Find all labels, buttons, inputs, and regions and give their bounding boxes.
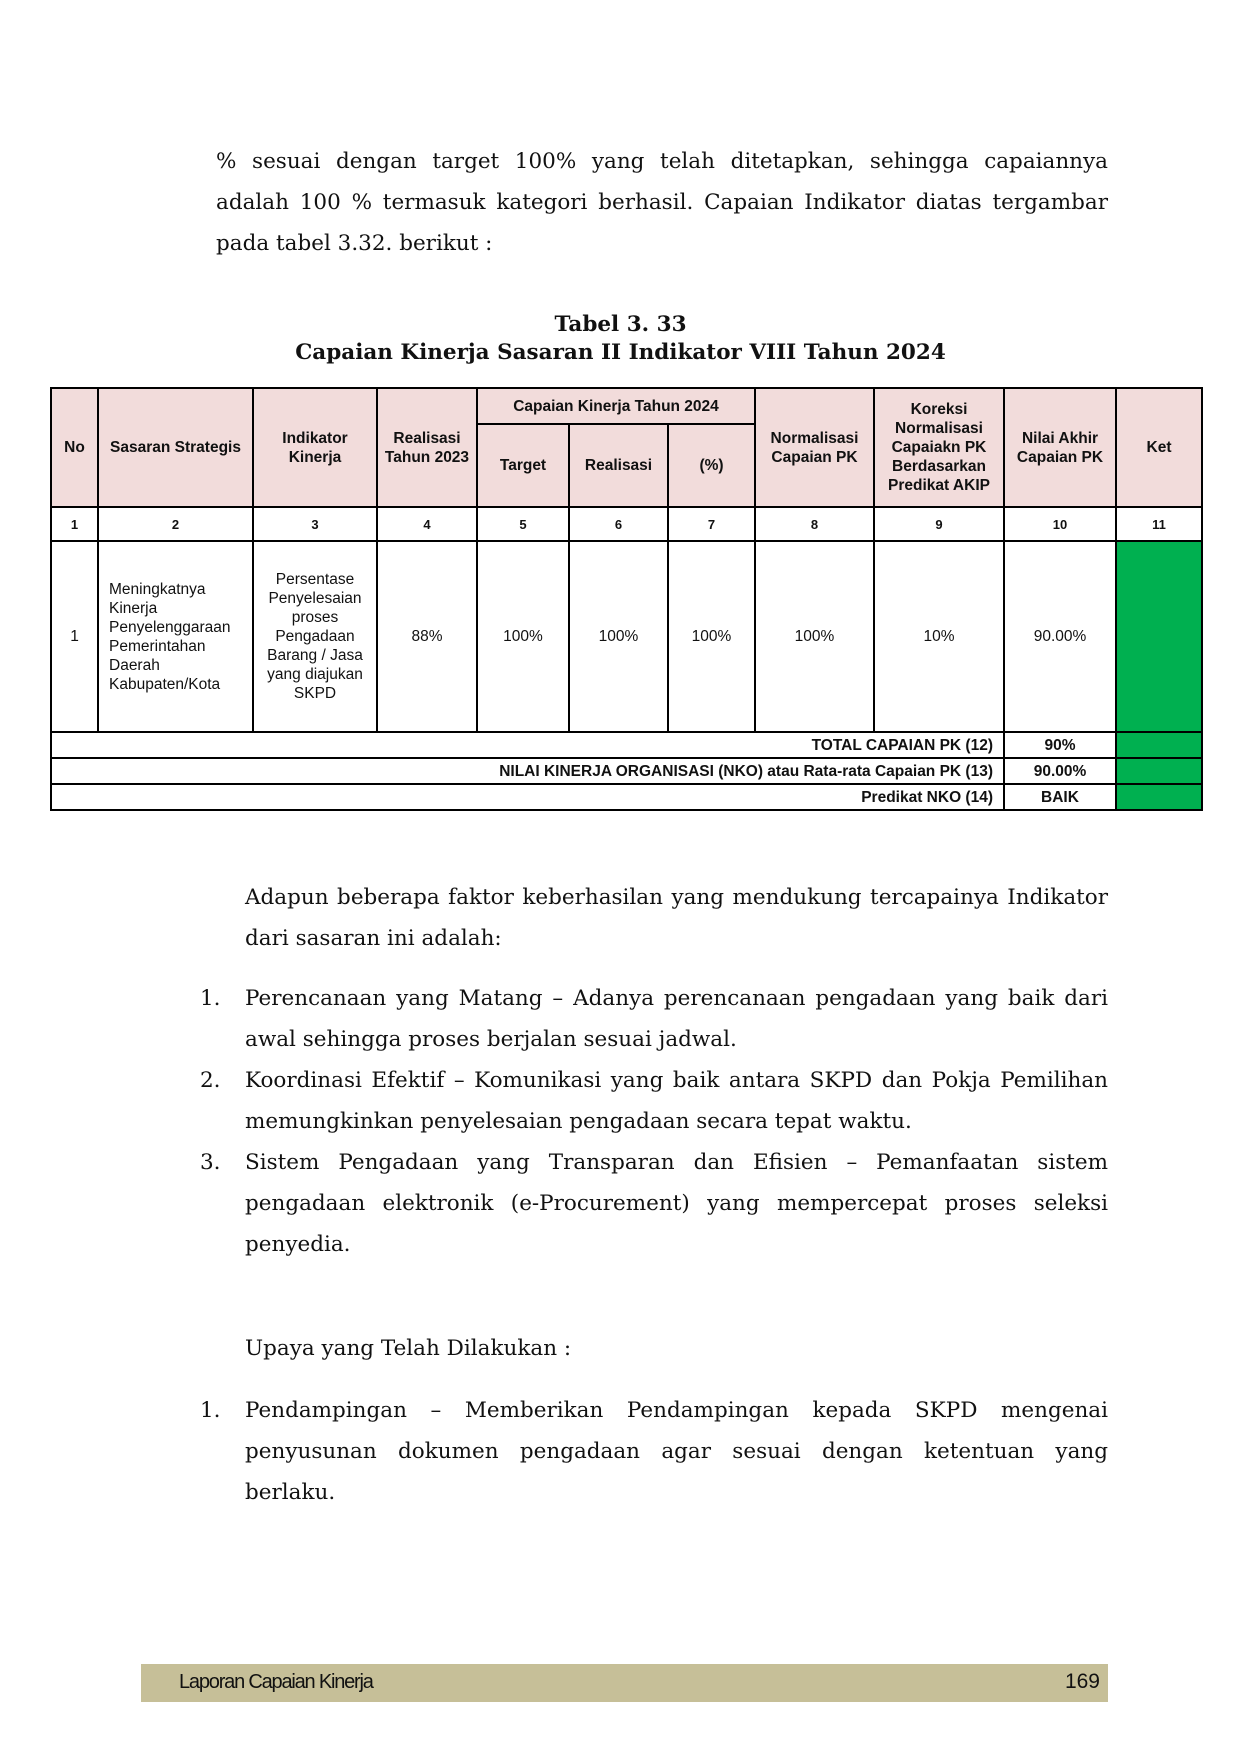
cell-ket-status xyxy=(1116,541,1202,732)
header-koreksi: Koreksi Normalisasi Capaiakn PK Berdasarkan Predikat AKIP xyxy=(874,388,1004,507)
header-nilai-akhir: Nilai Akhir Capaian PK xyxy=(1004,388,1116,507)
footer-bar xyxy=(141,1664,1108,1702)
cell-koreksi: 10% xyxy=(874,541,1004,732)
list-item xyxy=(200,1060,1108,1142)
predikat-value: BAIK xyxy=(1004,784,1116,810)
cell-nilai-akhir: 90.00% xyxy=(1004,541,1116,732)
cell-normalisasi: 100% xyxy=(755,541,874,732)
predikat-row xyxy=(51,784,1202,810)
table-caption-number: Tabel 3. 33 xyxy=(554,312,687,337)
column-number: 4 xyxy=(377,507,477,541)
header-indikator: Indikator Kinerja xyxy=(253,388,377,507)
list-item xyxy=(200,1390,1108,1513)
cell-no: 1 xyxy=(51,541,98,732)
factors-intro: Adapun beberapa faktor keberhasilan yang mendukung tercapainya Indikator dari sasaran ini adalah: xyxy=(245,885,1108,951)
upaya-list xyxy=(200,1390,1108,1513)
list-text: Koordinasi Efektif – Komunikasi yang baik antara SKPD dan Pokja Pemilihan memungkinkan penyelesaian pengadaan secara tepat waktu. xyxy=(245,1068,1108,1134)
table-caption-title: Capaian Kinerja Sasaran II Indikator VIII Tahun 2024 xyxy=(295,340,946,365)
footer-title: Laporan Capaian Kinerja xyxy=(179,1671,373,1693)
header-target: Target xyxy=(477,424,569,507)
list-text: Perencanaan yang Matang – Adanya perencanaan pengadaan yang baik dari awal sehingga proses berjalan sesuai jadwal. xyxy=(245,986,1108,1052)
column-number-row xyxy=(51,507,1202,541)
predikat-status xyxy=(1116,784,1202,810)
column-number: 10 xyxy=(1004,507,1116,541)
performance-table xyxy=(50,387,1203,811)
list-item xyxy=(200,1142,1108,1265)
list-number: 3. xyxy=(200,1150,221,1175)
upaya-title: Upaya yang Telah Dilakukan : xyxy=(245,1336,572,1361)
column-number: 1 xyxy=(51,507,98,541)
cell-indikator: Persentase Penyelesaian proses Pengadaan Barang / Jasa yang diajukan SKPD xyxy=(253,541,377,732)
header-capaian-group: Capaian Kinerja Tahun 2024 xyxy=(477,388,755,424)
intro-paragraph: % sesuai dengan target 100% yang telah ditetapkan, sehingga capaiannya adalah 100 % termasuk kategori berhasil. Capaian Indikator diatas tergambar pada tabel 3.32. berikut : xyxy=(216,149,1108,256)
cell-sasaran: Meningkatnya Kinerja Penyelenggaraan Pemerintahan Daerah Kabupaten/Kota xyxy=(98,541,253,732)
total-row xyxy=(51,732,1202,758)
list-text: Sistem Pengadaan yang Transparan dan Efisien – Pemanfaatan sistem pengadaan elektronik (e-Procurement) yang mempercepat proses seleksi penyedia. xyxy=(245,1150,1108,1257)
header-ket: Ket xyxy=(1116,388,1202,507)
predikat-label: Predikat NKO (14) xyxy=(51,784,1004,810)
column-number: 6 xyxy=(569,507,668,541)
total-status xyxy=(1116,732,1202,758)
cell-realisasi-2023: 88% xyxy=(377,541,477,732)
factors-list xyxy=(200,978,1108,1265)
page-number: 169 xyxy=(1064,1670,1100,1693)
header-persen: (%) xyxy=(668,424,755,507)
cell-realisasi: 100% xyxy=(569,541,668,732)
header-sasaran: Sasaran Strategis xyxy=(98,388,253,507)
nko-value: 90.00% xyxy=(1004,758,1116,784)
column-number: 9 xyxy=(874,507,1004,541)
nko-status xyxy=(1116,758,1202,784)
list-item xyxy=(200,978,1108,1060)
header-realisasi: Realisasi xyxy=(569,424,668,507)
column-number: 11 xyxy=(1116,507,1202,541)
header-normalisasi: Normalisasi Capaian PK xyxy=(755,388,874,507)
header-realisasi-2023: Realisasi Tahun 2023 xyxy=(377,388,477,507)
column-number: 7 xyxy=(668,507,755,541)
nko-label: NILAI KINERJA ORGANISASI (NKO) atau Rata-rata Capaian PK (13) xyxy=(51,758,1004,784)
cell-target: 100% xyxy=(477,541,569,732)
list-number: 1. xyxy=(200,986,221,1011)
total-label: TOTAL CAPAIAN PK (12) xyxy=(51,732,1004,758)
column-number: 8 xyxy=(755,507,874,541)
list-number: 2. xyxy=(200,1068,221,1093)
nko-row xyxy=(51,758,1202,784)
list-number: 1. xyxy=(200,1398,221,1423)
list-text: Pendampingan – Memberikan Pendampingan kepada SKPD mengenai penyusunan dokumen pengadaan agar sesuai dengan ketentuan yang berlaku. xyxy=(245,1398,1108,1505)
total-value: 90% xyxy=(1004,732,1116,758)
table-row xyxy=(51,541,1202,732)
column-number: 2 xyxy=(98,507,253,541)
cell-persen: 100% xyxy=(668,541,755,732)
column-number: 5 xyxy=(477,507,569,541)
column-number: 3 xyxy=(253,507,377,541)
header-no: No xyxy=(51,388,98,507)
